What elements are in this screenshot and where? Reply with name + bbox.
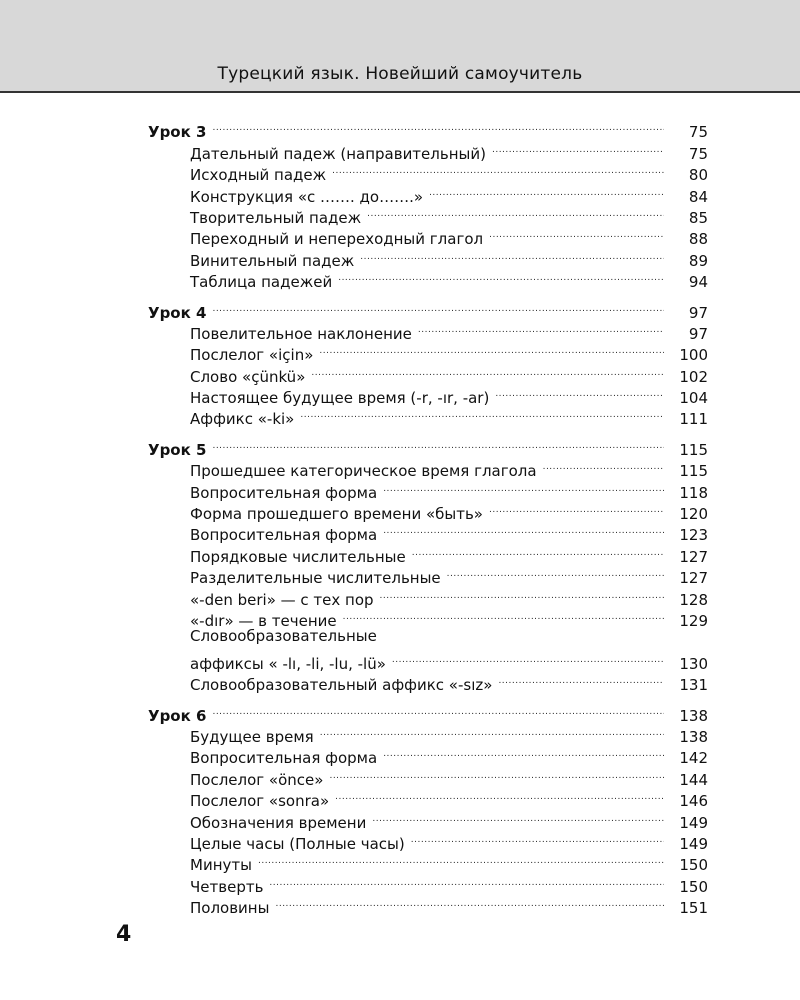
dot-leader [332, 159, 664, 180]
toc-entry-title: Минуты [190, 856, 252, 875]
dot-leader [275, 892, 664, 913]
toc-entry-title: Словообразовательный аффикс «-sız» [190, 676, 493, 695]
toc-entry-page: 142 [679, 749, 708, 768]
toc-entry-title: Прошедшее категорическое время глагола [190, 462, 537, 481]
toc-entry-title: Разделительные числительные [190, 569, 441, 588]
toc-entry-title: Целые часы (Полные часы) [190, 834, 405, 853]
dot-leader [269, 870, 664, 891]
toc-entry-page: 111 [679, 410, 708, 429]
toc-entry-title: Настоящее будущее время (-r, -ır, -ar) [190, 389, 490, 408]
toc-entry-title: «-den beri» — с тех пор [190, 590, 374, 609]
toc-entry-title: Вопросительная форма [190, 749, 378, 768]
toc-entry-title: Послелог «sonra» [190, 792, 330, 811]
dot-leader [212, 433, 664, 454]
toc-entry-title: Аффикс «-ki» [190, 410, 295, 429]
dot-leader [411, 828, 664, 849]
dot-leader [343, 605, 664, 626]
toc-entry[interactable] [148, 647, 708, 673]
book-title: Турецкий язык. Новейший самоучитель [217, 64, 583, 84]
dot-leader [300, 403, 664, 424]
toc-entry-page: 97 [688, 303, 708, 322]
dot-leader [335, 785, 664, 806]
toc-entry-title: Винительный падеж [190, 251, 355, 270]
toc-entry-title: Урок 4 [148, 303, 207, 322]
toc-entry-title: Урок 3 [148, 123, 207, 142]
toc-entry-page: 146 [679, 792, 708, 811]
dot-leader [212, 296, 664, 317]
toc-entry-page: 75 [688, 144, 708, 163]
dot-leader [383, 476, 664, 497]
toc-entry-page: 84 [688, 187, 708, 206]
toc-entry-title: аффиксы « -lı, -li, -lu, -lü» [190, 654, 386, 673]
toc-entry-title: Четверть [190, 877, 264, 896]
dot-leader [372, 806, 664, 827]
dot-leader [360, 244, 664, 265]
toc-entry-page: 85 [688, 208, 708, 227]
dot-leader [212, 116, 664, 137]
toc-entry[interactable] [148, 137, 708, 163]
dot-leader [418, 318, 664, 339]
toc-entry-page: 128 [679, 590, 708, 609]
dot-leader [412, 540, 664, 561]
toc-entry-page: 144 [679, 770, 708, 789]
toc-entry-title: Вопросительная форма [190, 483, 378, 502]
dot-leader [338, 266, 664, 287]
dot-leader [392, 647, 664, 668]
dot-leader [320, 721, 664, 742]
toc-section [148, 116, 708, 292]
toc-entry-title: Повелительное наклонение [190, 324, 412, 343]
dot-leader [447, 562, 664, 583]
dot-leader [489, 498, 664, 519]
toc-entry-title: Обозначения времени [190, 813, 367, 832]
toc-entry-page: 102 [679, 367, 708, 386]
toc-entry-title: Исходный падеж [190, 166, 327, 185]
toc-entry-page: 115 [679, 440, 708, 459]
toc-entry-title: Урок 5 [148, 440, 207, 459]
dot-leader [212, 699, 664, 720]
toc-lesson-heading[interactable] [148, 296, 708, 322]
toc-entry-title: Порядковые числительные [190, 547, 406, 566]
toc-entry-page: 127 [679, 569, 708, 588]
toc-lesson-heading[interactable] [148, 699, 708, 725]
toc-entry-page: 129 [679, 611, 708, 630]
toc-entry-title: Будущее время [190, 727, 314, 746]
dot-leader [489, 223, 664, 244]
dot-leader [329, 763, 664, 784]
toc-entry[interactable] [148, 626, 708, 647]
toc-entry-page: 131 [679, 676, 708, 695]
toc-entry-page: 138 [679, 727, 708, 746]
page-number: 4 [116, 922, 132, 947]
toc-section [148, 433, 708, 695]
dot-leader [543, 455, 664, 476]
toc-entry-title: Вопросительная форма [190, 526, 378, 545]
toc-entry[interactable] [148, 318, 708, 343]
dot-leader [495, 382, 664, 403]
toc-entry-title: «-dır» — в течение [190, 611, 337, 630]
toc-entry-page: 138 [679, 706, 708, 725]
toc-entry-title: Переходный и непереходный глагол [190, 230, 484, 249]
toc-entry-page: 149 [679, 834, 708, 853]
toc-entry-page: 151 [679, 899, 708, 918]
toc-entry-page: 115 [679, 462, 708, 481]
toc-entry-title: Творительный падеж [190, 208, 362, 227]
toc-entry-page: 89 [688, 251, 708, 270]
table-of-contents [148, 116, 708, 922]
toc-entry-page: 80 [688, 166, 708, 185]
toc-entry-page: 130 [679, 654, 708, 673]
dot-leader [492, 137, 664, 158]
toc-entry-page: 118 [679, 483, 708, 502]
toc-section [148, 699, 708, 918]
toc-entry-page: 88 [688, 230, 708, 249]
toc-entry-page: 120 [679, 505, 708, 524]
toc-entry-title: Послелог «önce» [190, 770, 324, 789]
toc-lesson-heading[interactable] [148, 433, 708, 459]
toc-entry-page: 104 [679, 389, 708, 408]
dot-leader [383, 519, 664, 540]
toc-entry-page: 75 [688, 123, 708, 142]
dot-leader [380, 583, 664, 604]
dot-leader [429, 180, 664, 201]
running-header [0, 0, 800, 93]
toc-entry[interactable] [148, 721, 708, 746]
dot-leader [319, 339, 664, 360]
dot-leader [383, 742, 664, 763]
toc-entry-page: 149 [679, 813, 708, 832]
toc-entry-title: Послелог «için» [190, 346, 314, 365]
dot-leader [498, 669, 664, 690]
toc-entry-page: 97 [688, 324, 708, 343]
toc-entry[interactable] [148, 455, 708, 481]
toc-entry-page: 100 [679, 346, 708, 365]
toc-entry-page: 150 [679, 856, 708, 875]
toc-entry-title: Слово «çünkü» [190, 367, 306, 386]
toc-entry-title: Дательный падеж (направительный) [190, 144, 486, 163]
toc-section [148, 296, 708, 429]
dot-leader [367, 202, 664, 223]
toc-entry-title: Урок 6 [148, 706, 207, 725]
toc-entry-title: Словообразовательные [190, 626, 377, 645]
toc-entry-title: Конструкция «с ……. до…….» [190, 187, 424, 206]
toc-entry-page: 127 [679, 547, 708, 566]
toc-entry-page: 123 [679, 526, 708, 545]
toc-entry-page: 94 [688, 273, 708, 292]
dot-leader [311, 360, 664, 381]
toc-entry-title: Таблица падежей [190, 273, 333, 292]
toc-entry-title: Форма прошедшего времени «быть» [190, 505, 483, 524]
toc-entry-page: 150 [679, 877, 708, 896]
dot-leader [258, 849, 664, 870]
toc-lesson-heading[interactable] [148, 116, 708, 142]
toc-entry-title: Половины [190, 899, 270, 918]
